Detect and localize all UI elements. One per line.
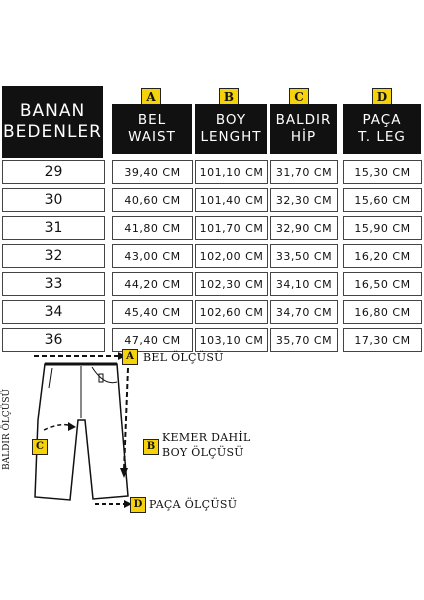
length-measure-label-1: KEMER DAHİL (162, 431, 251, 444)
column-header-leg-line2: T. LEG (358, 129, 406, 145)
hem-measure-label: PAÇA ÖLÇÜSÜ (149, 498, 238, 511)
column-header-leg-line1: PAÇA (362, 112, 402, 129)
leg-cell: 16,50 CM (343, 272, 422, 296)
length-measure-badge: B (143, 439, 159, 455)
leg-cell: 15,60 CM (343, 188, 422, 212)
size-cell: 33 (2, 272, 105, 296)
column-header-hip-line1: BALDIR (275, 112, 332, 129)
column-header-waist-line2: WAIST (128, 129, 176, 145)
column-header-length-line1: BOY (215, 112, 247, 129)
column-header-length-line2: LENGHT (200, 129, 262, 145)
length-cell: 101,70 CM (195, 216, 268, 240)
hip-cell: 32,30 CM (270, 188, 338, 212)
column-header-hip (270, 104, 337, 154)
leg-cell: 15,30 CM (343, 160, 422, 184)
hip-cell: 34,70 CM (270, 300, 338, 324)
waist-cell: 44,20 CM (112, 272, 193, 296)
column-header-length (195, 104, 267, 154)
waist-measure-badge: A (122, 349, 138, 365)
length-cell: 101,10 CM (195, 160, 268, 184)
column-badge-d: D (372, 88, 392, 106)
length-cell: 102,60 CM (195, 300, 268, 324)
sizes-header (2, 86, 103, 158)
length-cell: 101,40 CM (195, 188, 268, 212)
size-cell: 36 (2, 328, 105, 352)
size-cell: 31 (2, 216, 105, 240)
size-cell: 30 (2, 188, 105, 212)
length-cell: 103,10 CM (195, 328, 268, 352)
waist-cell: 40,60 CM (112, 188, 193, 212)
column-header-waist-line1: BEL (137, 112, 167, 129)
leg-cell: 17,30 CM (343, 328, 422, 352)
length-measure-label-2: BOY ÖLÇÜSÜ (162, 446, 244, 459)
waist-cell: 39,40 CM (112, 160, 193, 184)
sizes-header-line2: BEDENLER (3, 122, 102, 142)
size-cell: 32 (2, 244, 105, 268)
hip-cell: 35,70 CM (270, 328, 338, 352)
leg-cell: 16,20 CM (343, 244, 422, 268)
leg-cell: 15,90 CM (343, 216, 422, 240)
hip-cell: 31,70 CM (270, 160, 338, 184)
waist-cell: 41,80 CM (112, 216, 193, 240)
waist-cell: 43,00 CM (112, 244, 193, 268)
column-header-hip-line2: HİP (290, 129, 317, 145)
hip-cell: 34,10 CM (270, 272, 338, 296)
column-badge-a: A (141, 88, 161, 106)
column-badge-b: B (219, 88, 239, 106)
length-cell: 102,30 CM (195, 272, 268, 296)
hip-cell: 33,50 CM (270, 244, 338, 268)
leg-cell: 16,80 CM (343, 300, 422, 324)
length-cell: 102,00 CM (195, 244, 268, 268)
waist-measure-label: BEL ÖLÇÜSÜ (143, 351, 224, 364)
thigh-measure-label: BALDIR ÖLÇÜSÜ (2, 388, 12, 470)
sizes-header-line1: BANAN (19, 100, 86, 121)
column-badge-c: C (289, 88, 309, 106)
hem-measure-badge: D (130, 497, 146, 513)
hip-cell: 32,90 CM (270, 216, 338, 240)
thigh-measure-badge: C (32, 439, 48, 455)
size-cell: 34 (2, 300, 105, 324)
size-cell: 29 (2, 160, 105, 184)
column-header-leg (343, 104, 421, 154)
column-header-waist (112, 104, 192, 154)
waist-cell: 45,40 CM (112, 300, 193, 324)
waist-cell: 47,40 CM (112, 328, 193, 352)
